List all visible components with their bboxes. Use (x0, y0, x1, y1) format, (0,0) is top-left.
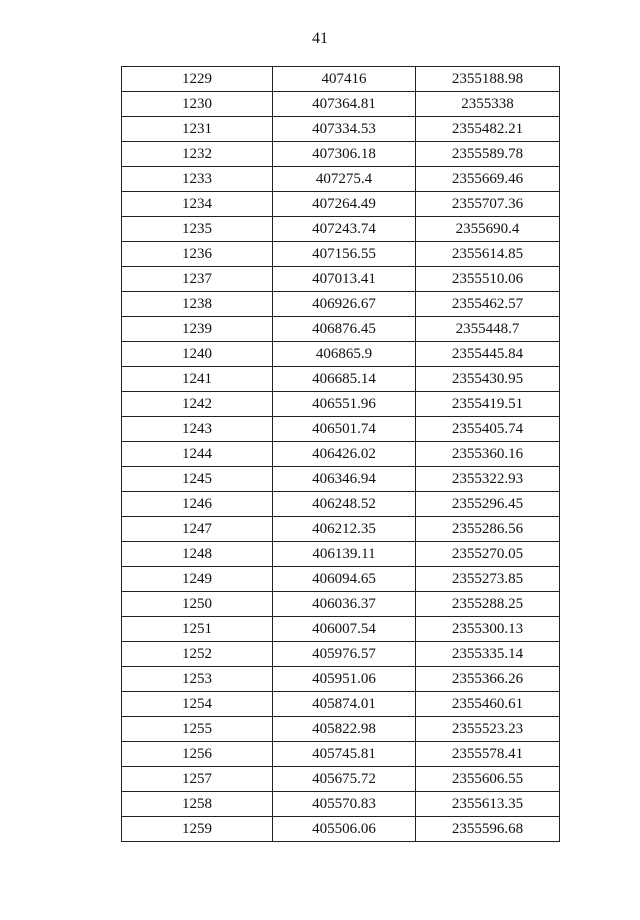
y-coordinate-cell: 2355300.13 (416, 617, 560, 642)
y-coordinate-cell: 2355338 (416, 92, 560, 117)
table-row (122, 392, 560, 417)
x-coordinate-cell: 405570.83 (273, 792, 416, 817)
y-coordinate-cell: 2355360.16 (416, 442, 560, 467)
point-number-cell: 1252 (122, 642, 273, 667)
x-coordinate-cell: 407364.81 (273, 92, 416, 117)
y-coordinate-cell: 2355606.55 (416, 767, 560, 792)
table-row (122, 317, 560, 342)
table-row (122, 117, 560, 142)
x-coordinate-cell: 407264.49 (273, 192, 416, 217)
y-coordinate-cell: 2355707.36 (416, 192, 560, 217)
y-coordinate-cell: 2355322.93 (416, 467, 560, 492)
y-coordinate-cell: 2355482.21 (416, 117, 560, 142)
y-coordinate-cell: 2355589.78 (416, 142, 560, 167)
x-coordinate-cell: 406139.11 (273, 542, 416, 567)
x-coordinate-cell: 406248.52 (273, 492, 416, 517)
y-coordinate-cell: 2355335.14 (416, 642, 560, 667)
x-coordinate-cell: 405822.98 (273, 717, 416, 742)
y-coordinate-cell: 2355366.26 (416, 667, 560, 692)
point-number-cell: 1258 (122, 792, 273, 817)
y-coordinate-cell: 2355523.23 (416, 717, 560, 742)
point-number-cell: 1236 (122, 242, 273, 267)
x-coordinate-cell: 407275.4 (273, 167, 416, 192)
y-coordinate-cell: 2355286.56 (416, 517, 560, 542)
point-number-cell: 1244 (122, 442, 273, 467)
y-coordinate-cell: 2355614.85 (416, 242, 560, 267)
y-coordinate-cell: 2355578.41 (416, 742, 560, 767)
coordinates-table-body (122, 67, 560, 842)
y-coordinate-cell: 2355462.57 (416, 292, 560, 317)
point-number-cell: 1234 (122, 192, 273, 217)
point-number-cell: 1257 (122, 767, 273, 792)
point-number-cell: 1229 (122, 67, 273, 92)
table-row (122, 342, 560, 367)
table-row (122, 67, 560, 92)
x-coordinate-cell: 405506.06 (273, 817, 416, 842)
y-coordinate-cell: 2355669.46 (416, 167, 560, 192)
point-number-cell: 1249 (122, 567, 273, 592)
point-number-cell: 1247 (122, 517, 273, 542)
x-coordinate-cell: 406501.74 (273, 417, 416, 442)
x-coordinate-cell: 406036.37 (273, 592, 416, 617)
point-number-cell: 1250 (122, 592, 273, 617)
y-coordinate-cell: 2355448.7 (416, 317, 560, 342)
table-row (122, 417, 560, 442)
y-coordinate-cell: 2355613.35 (416, 792, 560, 817)
table-row (122, 592, 560, 617)
x-coordinate-cell: 406212.35 (273, 517, 416, 542)
y-coordinate-cell: 2355690.4 (416, 217, 560, 242)
point-number-cell: 1256 (122, 742, 273, 767)
table-row (122, 717, 560, 742)
point-number-cell: 1253 (122, 667, 273, 692)
point-number-cell: 1245 (122, 467, 273, 492)
point-number-cell: 1242 (122, 392, 273, 417)
x-coordinate-cell: 406685.14 (273, 367, 416, 392)
table-row (122, 642, 560, 667)
point-number-cell: 1246 (122, 492, 273, 517)
table-row (122, 667, 560, 692)
x-coordinate-cell: 407243.74 (273, 217, 416, 242)
y-coordinate-cell: 2355188.98 (416, 67, 560, 92)
x-coordinate-cell: 406926.67 (273, 292, 416, 317)
table-row (122, 567, 560, 592)
table-row (122, 817, 560, 842)
x-coordinate-cell: 405951.06 (273, 667, 416, 692)
table-row (122, 217, 560, 242)
point-number-cell: 1238 (122, 292, 273, 317)
point-number-cell: 1239 (122, 317, 273, 342)
point-number-cell: 1237 (122, 267, 273, 292)
y-coordinate-cell: 2355430.95 (416, 367, 560, 392)
table-row (122, 517, 560, 542)
y-coordinate-cell: 2355510.06 (416, 267, 560, 292)
point-number-cell: 1235 (122, 217, 273, 242)
x-coordinate-cell: 406007.54 (273, 617, 416, 642)
table-row (122, 242, 560, 267)
x-coordinate-cell: 406094.65 (273, 567, 416, 592)
table-row (122, 367, 560, 392)
x-coordinate-cell: 407334.53 (273, 117, 416, 142)
y-coordinate-cell: 2355270.05 (416, 542, 560, 567)
table-row (122, 692, 560, 717)
point-number-cell: 1240 (122, 342, 273, 367)
x-coordinate-cell: 406551.96 (273, 392, 416, 417)
x-coordinate-cell: 405675.72 (273, 767, 416, 792)
point-number-cell: 1251 (122, 617, 273, 642)
x-coordinate-cell: 405745.81 (273, 742, 416, 767)
table-row (122, 467, 560, 492)
x-coordinate-cell: 406876.45 (273, 317, 416, 342)
y-coordinate-cell: 2355273.85 (416, 567, 560, 592)
x-coordinate-cell: 407416 (273, 67, 416, 92)
point-number-cell: 1254 (122, 692, 273, 717)
table-row (122, 617, 560, 642)
y-coordinate-cell: 2355445.84 (416, 342, 560, 367)
table-row (122, 142, 560, 167)
point-number-cell: 1230 (122, 92, 273, 117)
x-coordinate-cell: 406346.94 (273, 467, 416, 492)
page-number: 41 (312, 30, 328, 47)
table-row (122, 792, 560, 817)
y-coordinate-cell: 2355288.25 (416, 592, 560, 617)
y-coordinate-cell: 2355419.51 (416, 392, 560, 417)
x-coordinate-cell: 406865.9 (273, 342, 416, 367)
point-number-cell: 1232 (122, 142, 273, 167)
x-coordinate-cell: 407156.55 (273, 242, 416, 267)
point-number-cell: 1248 (122, 542, 273, 567)
point-number-cell: 1233 (122, 167, 273, 192)
x-coordinate-cell: 405874.01 (273, 692, 416, 717)
table-row (122, 492, 560, 517)
table-row (122, 292, 560, 317)
y-coordinate-cell: 2355460.61 (416, 692, 560, 717)
table-row (122, 267, 560, 292)
point-number-cell: 1231 (122, 117, 273, 142)
coordinates-table (121, 66, 560, 842)
x-coordinate-cell: 407013.41 (273, 267, 416, 292)
point-number-cell: 1255 (122, 717, 273, 742)
y-coordinate-cell: 2355596.68 (416, 817, 560, 842)
y-coordinate-cell: 2355296.45 (416, 492, 560, 517)
table-row (122, 192, 560, 217)
point-number-cell: 1241 (122, 367, 273, 392)
x-coordinate-cell: 405976.57 (273, 642, 416, 667)
table-row (122, 742, 560, 767)
table-row (122, 167, 560, 192)
table-row (122, 92, 560, 117)
x-coordinate-cell: 406426.02 (273, 442, 416, 467)
table-row (122, 767, 560, 792)
y-coordinate-cell: 2355405.74 (416, 417, 560, 442)
x-coordinate-cell: 407306.18 (273, 142, 416, 167)
table-row (122, 542, 560, 567)
table-row (122, 442, 560, 467)
point-number-cell: 1259 (122, 817, 273, 842)
point-number-cell: 1243 (122, 417, 273, 442)
